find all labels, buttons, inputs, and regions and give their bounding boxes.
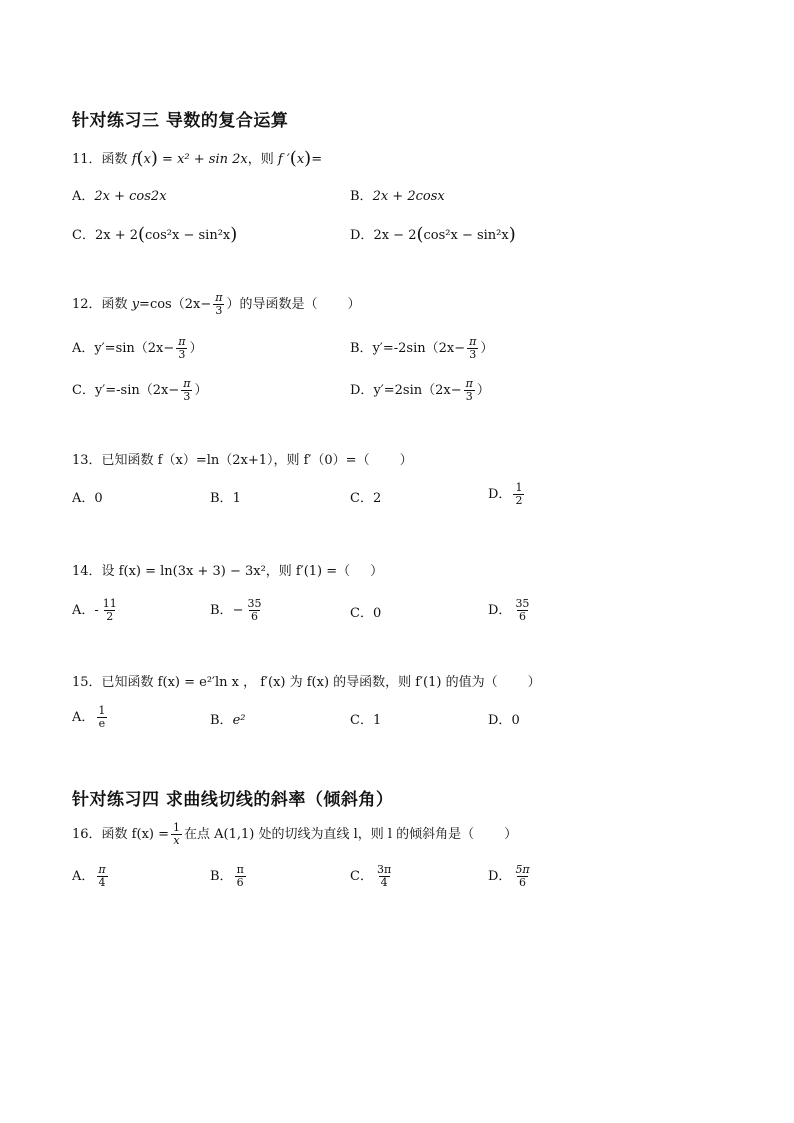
section-title-3: 针对练习三 导数的复合运算 <box>72 111 289 131</box>
question-15: 15． 已知函数 f(x) = e²′ln x ， f′(x) 为 f(x) 的导函数，则 f′(1) 的值为（ ） <box>72 675 541 690</box>
section-title-4: 针对练习四 求曲线切线的斜率（倾斜角） <box>72 790 394 810</box>
q11-end: = <box>311 151 323 167</box>
q16-option-b[interactable]: B． $\frac{\pi}{6}$ <box>210 863 244 889</box>
q11-tail: ，则 <box>247 151 274 167</box>
q11-option-d[interactable]: D． 2x − 2 ( cos²x − sin²x ) <box>350 224 516 245</box>
q15-option-a[interactable]: A． $\frac{1}{e}$ <box>72 704 106 730</box>
question-16: 16． 函数 f(x) = $\frac{1}{x}$ 在点 A(1,1) 处的切线为直线 l，则 l 的倾斜角是（ ） <box>72 821 518 847</box>
q12-option-c[interactable]: C． y′=-sin（2x− $\frac{\pi}{3}$ ） <box>72 377 208 403</box>
q11-option-a[interactable]: A． 2x + cos2x <box>72 189 167 204</box>
q15-option-b[interactable]: B． e² <box>210 713 246 728</box>
q13-option-b[interactable]: B． 1 <box>210 491 241 506</box>
q14-option-c[interactable]: C． 0 <box>350 606 382 621</box>
pi-over-3-fraction: $\frac{\pi}{3}$ <box>215 291 223 317</box>
q12-option-d[interactable]: D． y′=2sin（2x− $\frac{\pi}{3}$ ） <box>350 377 490 403</box>
q16-option-d[interactable]: D． $\frac{5\pi}{6}$ <box>488 863 530 889</box>
q16-option-a[interactable]: A． $\frac{\pi}{4}$ <box>72 863 106 889</box>
q12-option-b[interactable]: B． y′=-2sin（2x− $\frac{\pi}{3}$ ） <box>350 335 494 361</box>
q15-option-d[interactable]: D． 0 <box>488 713 520 728</box>
question-13: 13． 已知函数 f（x）=ln（2x+1），则 f′（0）=（ ） <box>72 453 413 468</box>
q13-option-a[interactable]: A． 0 <box>72 491 103 506</box>
q12-option-a[interactable]: A． y′=sin（2x− $\frac{\pi}{3}$ ） <box>72 335 203 361</box>
q14-option-b[interactable]: B． − $\frac{35}{6}$ <box>210 597 262 623</box>
q11-lead: 函数 <box>101 151 128 167</box>
question-14: 14． 设 f(x) = ln(3x + 3) − 3x²，则 f′(1) =（ ） <box>72 564 384 579</box>
q11-number: 11． <box>72 151 102 167</box>
q16-option-c[interactable]: C． $\frac{3\pi}{4}$ <box>350 863 392 889</box>
q11-option-c[interactable]: C． 2x + 2 ( cos²x − sin²x ) <box>72 224 238 245</box>
question-11: 11． 函数 f ( x ) = x² + sin 2x ，则 f ′ ( x ) = <box>72 148 323 169</box>
q11-option-b[interactable]: B． 2x + 2cosx <box>350 189 445 204</box>
q15-option-c[interactable]: C． 1 <box>350 713 382 728</box>
one-over-x-fraction: $\frac{1}{x}$ <box>173 821 180 847</box>
question-12: 12． 函数 y =cos（2x− $\frac{\pi}{3}$ ）的导函数是（ ） <box>72 291 361 317</box>
q13-option-d[interactable]: D． $\frac{1}{2}$ <box>488 481 523 507</box>
q14-option-a[interactable]: A． - $\frac{11}{2}$ <box>72 597 117 623</box>
q11-expression: x² + sin 2x <box>177 151 248 167</box>
q13-option-c[interactable]: C． 2 <box>350 491 382 506</box>
q14-option-d[interactable]: D． $\frac{35}{6}$ <box>488 597 530 623</box>
